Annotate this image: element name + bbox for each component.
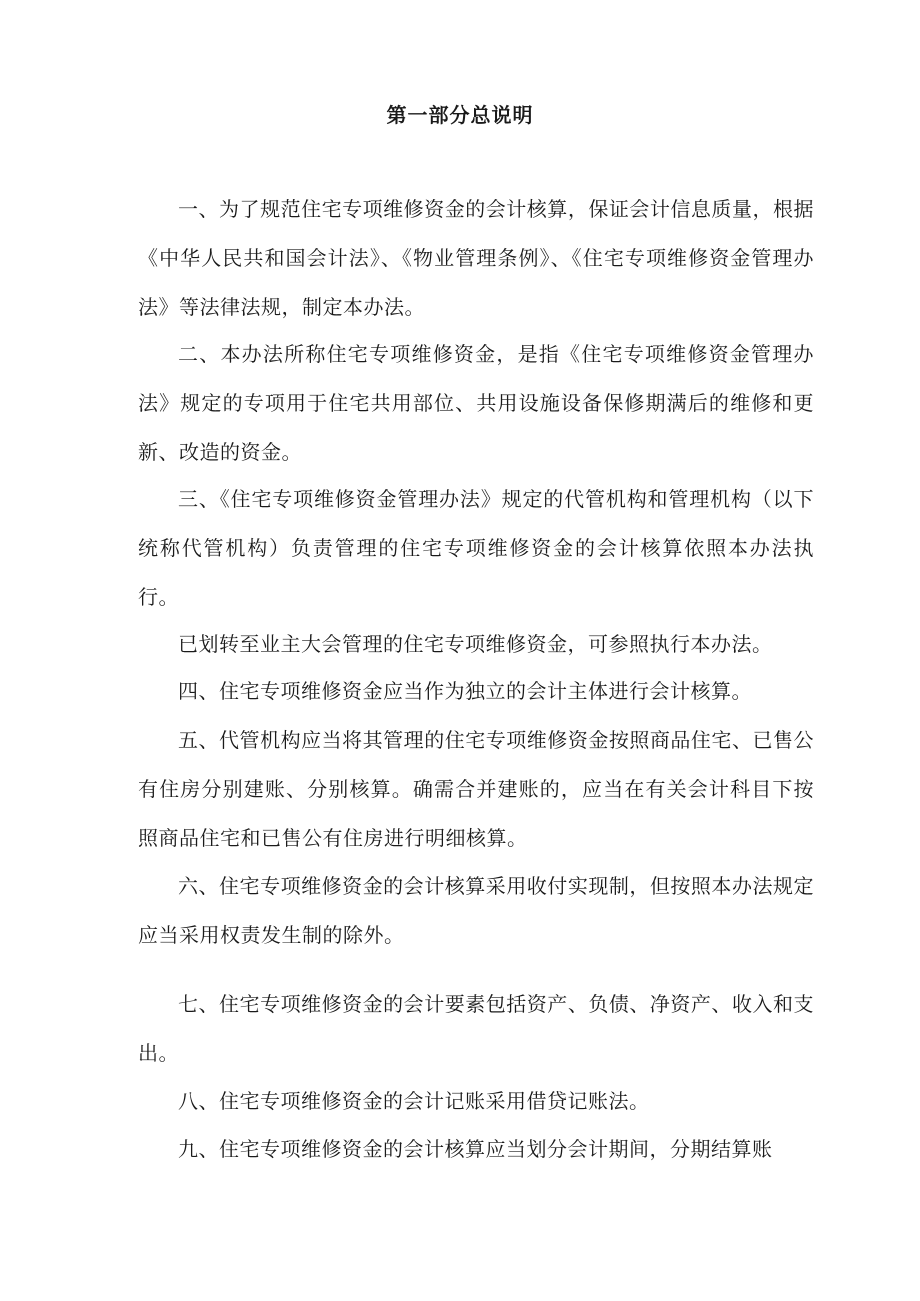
paragraph-9: 八、住宅专项维修资金的会计记账采用借贷记账法。 <box>178 1089 650 1113</box>
paragraph-6: 五、代管机构应当将其管理的住宅专项维修资金按照商品住宅、已售公有住房分别建账、分别核算。确需合并建账的，应当在有关会计科目下按照商品住宅和已售公有住房进行明细核算。 <box>138 728 814 850</box>
paragraph-10: 九、住宅专项维修资金的会计核算应当划分会计期间，分期结算账 <box>178 1137 773 1161</box>
page-title: 第一部分总说明 <box>386 103 534 127</box>
paragraph-3: 三、《住宅专项维修资金管理办法》规定的代管机构和管理机构（以下统称代管机构）负责管理的住宅专项维修资金的会计核算依照本办法执行。 <box>138 487 814 609</box>
paragraph-5: 四、住宅专项维修资金应当作为独立的会计主体进行会计核算。 <box>178 679 752 703</box>
paragraph-4: 已划转至业主大会管理的住宅专项维修资金，可参照执行本办法。 <box>178 632 773 656</box>
paragraph-8: 七、住宅专项维修资金的会计要素包括资产、负债、净资产、收入和支出。 <box>138 992 814 1065</box>
paragraph-7: 六、住宅专项维修资金的会计核算采用收付实现制，但按照本办法规定应当采用权责发生制的除外。 <box>138 874 814 947</box>
paragraph-1: 一、为了规范住宅专项维修资金的会计核算，保证会计信息质量，根据《中华人民共和国会计法》、《物业管理条例》、《住宅专项维修资金管理办法》等法律法规，制定本办法。 <box>138 197 814 319</box>
paragraph-2: 二、本办法所称住宅专项维修资金，是指《住宅专项维修资金管理办法》规定的专项用于住宅共用部位、共用设施设备保修期满后的维修和更新、改造的资金。 <box>138 342 814 464</box>
